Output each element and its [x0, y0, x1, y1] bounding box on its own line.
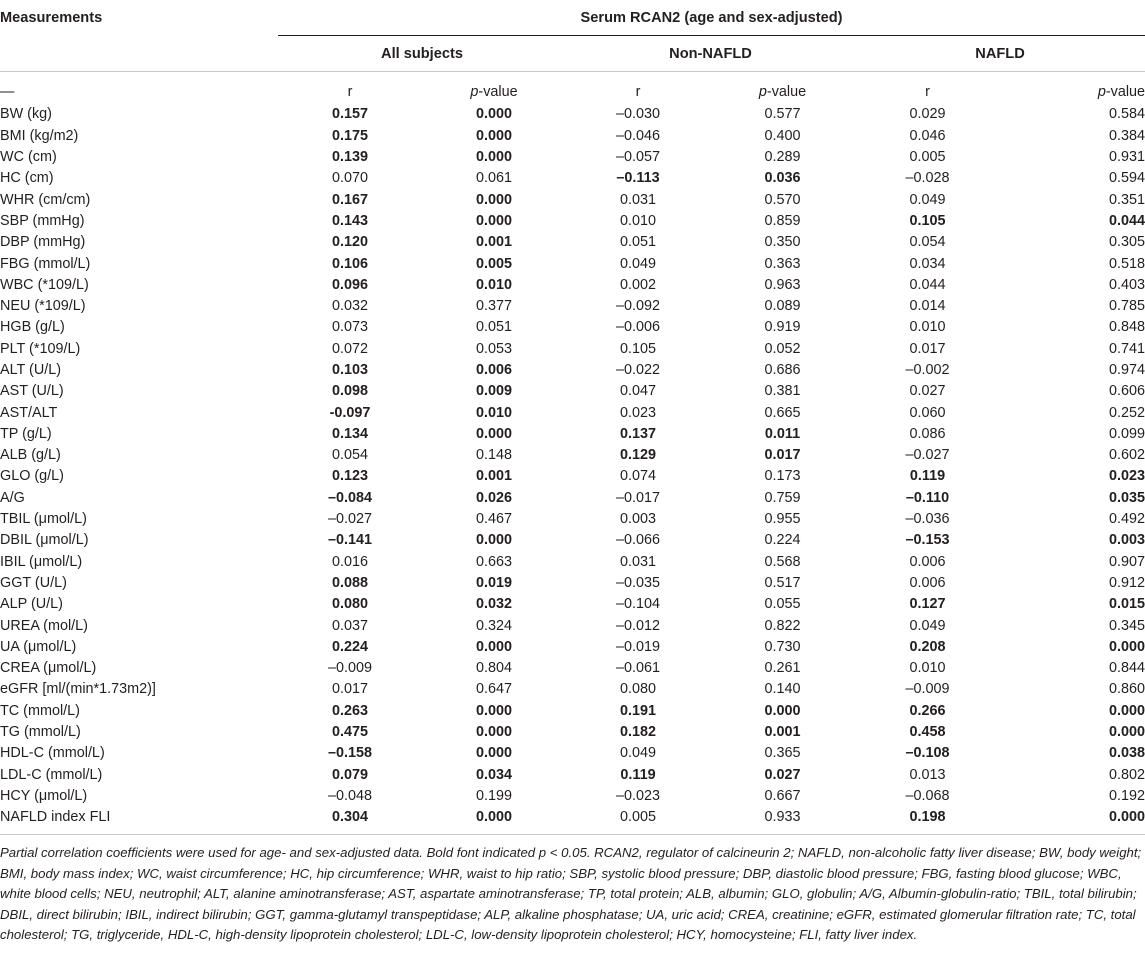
measurement-label: WC (cm): [0, 149, 57, 166]
r-value-cell: 0.157: [331, 106, 368, 123]
stat-label-row: [0, 72, 1145, 105]
r-value-cell: 0.086: [909, 425, 946, 442]
table-row: [0, 253, 1145, 274]
p-value-cell: 0.000: [475, 127, 512, 144]
r-value-cell: –0.006: [615, 319, 660, 336]
p-value-cell: 0.594: [1109, 170, 1145, 187]
p-value-cell: 0.802: [1109, 766, 1145, 783]
r-value-cell: –0.002: [905, 362, 950, 378]
p-value-cell: 0.034: [475, 766, 512, 783]
p-value-cell: 0.517: [764, 574, 801, 591]
p-value-cell: 0.000: [764, 702, 801, 719]
r-value-cell: 0.088: [331, 574, 368, 591]
p-value-cell: 0.804: [475, 660, 512, 677]
header-spacer: [0, 36, 278, 72]
r-value-cell: 0.175: [331, 127, 368, 144]
p-value-cell: 0.384: [1109, 127, 1145, 144]
r-value-cell: 0.070: [331, 170, 368, 187]
r-value-cell: 0.129: [619, 447, 656, 464]
r-value-cell: 0.013: [909, 766, 946, 783]
measurement-label: IBIL (μmol/L): [0, 553, 83, 570]
p-value-cell: 0.919: [764, 319, 801, 336]
r-value-cell: 0.119: [909, 468, 946, 485]
p-value-cell: 0.003: [1109, 532, 1145, 549]
r-value-cell: 0.475: [331, 724, 368, 741]
p-value-cell: 0.036: [764, 170, 801, 187]
p-value-cell: 0.000: [475, 702, 512, 719]
p-value-cell: 0.011: [764, 425, 801, 442]
measurements-header: Measurements: [0, 9, 103, 26]
dash-cell: —: [0, 83, 15, 100]
p-value-cell: 0.351: [1109, 191, 1145, 208]
p-value-cell: 0.044: [1109, 212, 1145, 229]
p-value-cell: 0.933: [710, 807, 855, 835]
p-value-label: p-value: [758, 83, 807, 100]
p-value-cell: 0.006: [475, 362, 512, 378]
r-value-cell: 0.017: [909, 340, 946, 357]
r-value-cell: 0.072: [331, 340, 368, 357]
r-value-cell: –0.084: [327, 489, 372, 506]
r-value-cell: 0.005: [909, 149, 946, 166]
r-value-cell: 0.120: [331, 234, 368, 251]
p-value-cell: 0.289: [764, 149, 801, 166]
table-row: [0, 573, 1145, 594]
p-value-cell: 0.955: [764, 511, 801, 528]
r-value-cell: –0.022: [615, 362, 660, 378]
subgroup-nafld: NAFLD: [855, 36, 1145, 72]
r-value-cell: 0.127: [909, 596, 946, 613]
r-label: r: [347, 83, 353, 100]
p-value-cell: 0.023: [1109, 468, 1145, 485]
r-value-cell: 0.208: [909, 638, 946, 655]
p-value-cell: 0.001: [475, 234, 512, 251]
r-value-cell: –0.153: [905, 532, 950, 549]
r-value-cell: 0.003: [619, 511, 656, 528]
table-row: [0, 360, 1145, 381]
r-value-cell: 0.051: [619, 234, 656, 251]
table-footnote: Partial correlation coefficients were used for age- and sex-adjusted data. Bold font indicated p < 0.05. RCAN2, regulator of calcineurin 2; NAFLD, non-alcoholic fatty liver disease; BW, body weight; BMI, body mass index; WC, waist circumference; HC, hip circumference; WHR, waist to hip ratio; SBP, systolic blood pressure; DBP, diastolic blood pressure; FBG, fasting blood glucose; WBC, white blood cells; NEU, neutrophil; ALT, alanine aminotransferase; AST, aspartate aminotransferase; TP, total protein; ALB, albumin; GLO, globulin; A/G, Albumin-globulin-ratio; TBIL, total bilirubin; DBIL, direct bilirubin; IBIL, indirect bilirubin; GGT, gamma-glutamyl transpeptidase; ALP, alkaline phosphatase; UA, uric acid; CREA, creatinine; eGFR, estimated glomerular filtration rate; TC, total cholesterol; TG, triglyceride, HDL-C, high-density lipoprotein cholesterol; LDL-C, low-density lipoprotein cholesterol; HCY, homocysteine; FLI, fatty liver index.: [0, 845, 1142, 943]
r-value-cell: 0.304: [278, 807, 422, 835]
p-value-cell: 0.017: [764, 447, 801, 464]
r-value-cell: –0.158: [327, 745, 372, 762]
p-value-cell: 0.859: [764, 212, 801, 229]
r-value-cell: 0.054: [331, 447, 368, 464]
p-value-cell: 0.000: [475, 425, 512, 442]
r-value-cell: 0.134: [331, 425, 368, 442]
measurement-label: HDL-C (mmol/L): [0, 745, 105, 762]
p-value-cell: 0.192: [1109, 787, 1145, 804]
table-row: [0, 764, 1145, 785]
table-row: [0, 381, 1145, 402]
r-value-cell: 0.143: [331, 212, 368, 229]
p-value-cell: 0.963: [764, 276, 801, 293]
r-value-cell: 0.080: [619, 681, 656, 698]
p-value-cell: 0.061: [475, 170, 512, 187]
r-value-cell: 0.031: [619, 191, 656, 208]
r-value-cell: –0.066: [615, 532, 660, 549]
p-value-cell: 0.844: [1109, 660, 1145, 677]
table-body: [0, 72, 1145, 835]
table-row: [0, 722, 1145, 743]
r-value-cell: –0.028: [905, 170, 950, 187]
measurement-label: LDL-C (mmol/L): [0, 766, 103, 783]
table-row: [0, 700, 1145, 721]
measurement-label: ALB (g/L): [0, 447, 61, 464]
table-row: [0, 104, 1145, 125]
p-value-cell: 0.000: [475, 212, 512, 229]
p-value-cell: 0.350: [764, 234, 801, 251]
table-row: [0, 274, 1145, 295]
r-value-cell: –0.009: [905, 681, 950, 698]
r-value-cell: 0.123: [331, 468, 368, 485]
table-row: [0, 679, 1145, 700]
p-value-cell: 0.647: [475, 681, 512, 698]
p-value-cell: 0.974: [1109, 362, 1145, 378]
p-value-cell: 0.001: [764, 724, 801, 741]
measurement-label: A/G: [0, 489, 25, 506]
r-value-cell: –0.048: [327, 787, 372, 804]
p-value-cell: 0.010: [475, 404, 512, 421]
r-value-cell: 0.074: [619, 468, 656, 485]
measurement-label: AST (U/L): [0, 383, 64, 400]
r-value-cell: 0.005: [566, 807, 710, 835]
p-value-cell: 0.602: [1109, 447, 1145, 464]
measurement-label: SBP (mmHg): [0, 212, 85, 229]
r-value-cell: –0.019: [615, 638, 660, 655]
table-row: [0, 338, 1145, 359]
table-row: [0, 636, 1145, 657]
p-value-cell: 0.015: [1109, 596, 1145, 613]
p-value-cell: 0.026: [475, 489, 512, 506]
measurement-label: NAFLD index FLI: [0, 807, 278, 835]
r-value-cell: 0.010: [909, 319, 946, 336]
p-value-cell: 0.665: [764, 404, 801, 421]
r-value-cell: 0.047: [619, 383, 656, 400]
p-value-cell: 0.518: [1109, 255, 1145, 272]
r-value-cell: –0.057: [615, 149, 660, 166]
table-row: [0, 615, 1145, 636]
p-value-cell: 0.759: [764, 489, 801, 506]
p-value-cell: 0.000: [475, 106, 512, 123]
p-value-cell: 0.000: [475, 191, 512, 208]
measurement-label: ALP (U/L): [0, 596, 63, 613]
r-label: r: [635, 83, 641, 100]
r-value-cell: –0.036: [905, 511, 950, 528]
p-value-cell: 0.009: [475, 383, 512, 400]
r-value-cell: 0.119: [620, 766, 656, 783]
r-value-cell: 0.167: [331, 191, 368, 208]
r-value-cell: –0.113: [616, 170, 660, 187]
r-value-cell: 0.014: [909, 298, 946, 315]
r-value-cell: –0.046: [615, 127, 660, 144]
table-row: [0, 786, 1145, 807]
p-value-cell: 0.052: [764, 340, 801, 357]
r-value-cell: –0.017: [615, 489, 660, 506]
table-row: [0, 807, 1145, 835]
p-value-cell: 0.252: [1109, 404, 1145, 421]
r-value-cell: 0.010: [909, 660, 946, 677]
p-value-cell: 0.173: [764, 468, 801, 485]
r-value-cell: 0.105: [909, 212, 946, 229]
p-value-label: p-value: [470, 83, 518, 100]
p-value-cell: 0.001: [475, 468, 512, 485]
p-value-cell: 0.000: [1109, 702, 1145, 719]
measurement-label: HCY (μmol/L): [0, 787, 88, 804]
p-value-cell: 0.224: [764, 532, 801, 549]
r-value-cell: –0.104: [615, 596, 660, 613]
p-value-cell: 0.785: [1109, 298, 1145, 315]
p-value-cell: 0.345: [1109, 617, 1145, 634]
p-value-cell: 0.577: [764, 106, 801, 123]
r-value-cell: 0.002: [619, 276, 656, 293]
r-value-cell: –0.035: [615, 574, 660, 591]
r-value-cell: 0.037: [331, 617, 368, 634]
table-row: [0, 551, 1145, 572]
p-value-cell: 0.089: [764, 298, 801, 315]
measurement-label: AST/ALT: [0, 404, 58, 421]
p-value-cell: 0.570: [764, 191, 801, 208]
r-value-cell: 0.458: [909, 724, 946, 741]
r-value-cell: 0.049: [619, 255, 656, 272]
table-row: [0, 445, 1145, 466]
p-value-cell: 0.027: [764, 766, 801, 783]
p-value-cell: 0.010: [475, 276, 512, 293]
subgroup-non-nafld: Non-NAFLD: [566, 36, 855, 72]
r-value-cell: 0.105: [619, 340, 656, 357]
r-value-cell: 0.266: [909, 702, 946, 719]
r-value-cell: 0.106: [331, 255, 368, 272]
p-value-cell: 0.140: [764, 681, 801, 698]
r-value-cell: 0.049: [619, 745, 656, 762]
r-value-cell: 0.263: [331, 702, 368, 719]
r-value-cell: –0.092: [615, 298, 660, 315]
p-value-cell: 0.000: [1109, 724, 1145, 741]
p-value-cell: 0.912: [1109, 574, 1145, 591]
p-value-cell: 0.381: [764, 383, 801, 400]
p-value-cell: 0.363: [764, 255, 801, 272]
p-value-cell: 0.822: [764, 617, 801, 634]
r-value-cell: 0.073: [331, 319, 368, 336]
r-value-cell: 0.032: [331, 298, 368, 315]
r-value-cell: –0.023: [615, 787, 660, 804]
r-value-cell: 0.034: [909, 255, 946, 272]
r-value-cell: 0.139: [331, 149, 368, 166]
r-value-cell: -0.097: [329, 404, 371, 421]
r-value-cell: –0.061: [615, 660, 660, 677]
r-value-cell: 0.010: [619, 212, 656, 229]
p-value-cell: 0.000: [475, 724, 512, 741]
r-value-cell: 0.027: [909, 383, 946, 400]
p-value-cell: 0.584: [1109, 106, 1145, 123]
r-value-cell: –0.068: [905, 787, 950, 804]
table-row: [0, 189, 1145, 210]
p-value-label: p-value: [1097, 83, 1145, 100]
p-value-cell: 0.000: [475, 638, 512, 655]
p-value-cell: 0.000: [1109, 638, 1145, 655]
table-row: [0, 232, 1145, 253]
r-value-cell: –0.027: [327, 511, 372, 528]
p-value-cell: 0.035: [1109, 489, 1145, 506]
r-value-cell: 0.046: [909, 127, 946, 144]
table-row: [0, 210, 1145, 231]
p-value-cell: 0.261: [764, 660, 801, 677]
r-value-cell: 0.006: [909, 574, 946, 591]
measurement-label: DBIL (μmol/L): [0, 532, 89, 549]
p-value-cell: 0.907: [1109, 553, 1145, 570]
p-value-cell: 0.038: [1109, 745, 1145, 762]
p-value-cell: 0.051: [475, 319, 512, 336]
r-label: r: [925, 83, 930, 100]
table-row: [0, 466, 1145, 487]
p-value-cell: 0.099: [1109, 425, 1145, 442]
r-value-cell: 0.017: [331, 681, 368, 698]
r-value-cell: 0.044: [909, 276, 946, 293]
r-value-cell: 0.006: [909, 553, 946, 570]
p-value-cell: 0.667: [764, 787, 801, 804]
r-value-cell: 0.060: [909, 404, 946, 421]
table-row: [0, 594, 1145, 615]
p-value-cell: 0.324: [475, 617, 512, 634]
group-title: Serum RCAN2 (age and sex-adjusted): [278, 0, 1145, 36]
measurement-label: ALT (U/L): [0, 362, 62, 378]
r-value-cell: 0.023: [619, 404, 656, 421]
r-value-cell: 0.224: [331, 638, 368, 655]
p-value-cell: 0.053: [475, 340, 512, 357]
r-value-cell: 0.182: [619, 724, 656, 741]
measurement-label: HC (cm): [0, 170, 54, 187]
r-value-cell: –0.110: [905, 489, 950, 506]
p-value-cell: 0.000: [475, 532, 512, 549]
measurement-label: TG (mmol/L): [0, 724, 81, 741]
r-value-cell: 0.096: [331, 276, 368, 293]
r-value-cell: 0.016: [331, 553, 368, 570]
p-value-cell: 0.568: [764, 553, 801, 570]
p-value-cell: 0.000: [475, 745, 512, 762]
r-value-cell: –0.108: [905, 745, 950, 762]
measurement-label: UA (μmol/L): [0, 638, 77, 655]
measurement-label: GLO (g/L): [0, 468, 64, 485]
r-value-cell: –0.027: [905, 447, 950, 464]
p-value-cell: 0.467: [475, 511, 512, 528]
p-value-cell: 0.492: [1109, 511, 1145, 528]
measurement-label: WBC (*109/L): [0, 276, 89, 293]
measurement-label: DBP (mmHg): [0, 234, 86, 251]
p-value-cell: 0.848: [1109, 319, 1145, 336]
measurement-label: BW (kg): [0, 106, 52, 123]
r-value-cell: –0.012: [615, 617, 660, 634]
r-value-cell: 0.031: [619, 553, 656, 570]
table-row: [0, 743, 1145, 764]
p-value-cell: 0.000: [422, 807, 566, 835]
p-value-cell: 0.019: [475, 574, 512, 591]
p-value-cell: 0.730: [764, 638, 801, 655]
p-value-cell: 0.741: [1109, 340, 1145, 357]
p-value-cell: 0.005: [475, 255, 512, 272]
r-value-cell: 0.191: [619, 702, 656, 719]
measurement-label: CREA (μmol/L): [0, 660, 97, 677]
table-row: [0, 125, 1145, 146]
p-value-cell: 0.931: [1109, 149, 1145, 166]
r-value-cell: 0.137: [619, 425, 656, 442]
table-row: [0, 147, 1145, 168]
measurement-label: PLT (*109/L): [0, 340, 81, 357]
table-row: [0, 402, 1145, 423]
p-value-cell: 0.055: [764, 596, 801, 613]
table-row: [0, 509, 1145, 530]
p-value-cell: 0.377: [475, 298, 512, 315]
r-value-cell: 0.079: [331, 766, 368, 783]
measurement-label: HGB (g/L): [0, 319, 65, 336]
table-header: [0, 0, 1145, 72]
r-value-cell: –0.009: [327, 660, 372, 677]
measurement-label: NEU (*109/L): [0, 298, 86, 315]
p-value-cell: 0.860: [1109, 681, 1145, 698]
r-value-cell: 0.049: [909, 617, 946, 634]
measurement-label: eGFR [ml/(min*1.73m2)]: [0, 681, 156, 698]
r-value-cell: –0.141: [327, 532, 372, 549]
table-row: [0, 530, 1145, 551]
table-row: [0, 296, 1145, 317]
measurement-label: TP (g/L): [0, 425, 52, 442]
subgroup-all-subjects: All subjects: [278, 36, 566, 72]
p-value-cell: 0.663: [475, 553, 512, 570]
table-row: [0, 317, 1145, 338]
r-value-cell: 0.098: [331, 383, 368, 400]
r-value-cell: 0.054: [909, 234, 946, 251]
r-value-cell: –0.030: [615, 106, 660, 123]
measurement-label: BMI (kg/m2): [0, 127, 79, 144]
p-value-cell: 0.400: [764, 127, 801, 144]
p-value-cell: 0.199: [475, 787, 512, 804]
table-row: [0, 168, 1145, 189]
p-value-cell: 0.148: [475, 447, 512, 464]
r-value-cell: 0.029: [909, 106, 946, 123]
measurement-label: TBIL (μmol/L): [0, 511, 87, 528]
p-value-cell: 0.000: [1000, 807, 1145, 835]
r-value-cell: 0.080: [331, 596, 368, 613]
p-value-cell: 0.000: [475, 149, 512, 166]
table-row: [0, 658, 1145, 679]
r-value-cell: 0.103: [331, 362, 368, 378]
measurement-label: UREA (mol/L): [0, 617, 88, 634]
p-value-cell: 0.032: [475, 596, 512, 613]
p-value-cell: 0.606: [1109, 383, 1145, 400]
p-value-cell: 0.305: [1109, 234, 1145, 251]
table-row: [0, 423, 1145, 444]
measurement-label: GGT (U/L): [0, 574, 67, 591]
r-value-cell: 0.198: [855, 807, 1000, 835]
p-value-cell: 0.686: [764, 362, 801, 378]
p-value-cell: 0.403: [1109, 276, 1145, 293]
r-value-cell: 0.049: [909, 191, 946, 208]
measurement-label: TC (mmol/L): [0, 702, 80, 719]
measurement-label: WHR (cm/cm): [0, 191, 91, 208]
table-row: [0, 487, 1145, 508]
p-value-cell: 0.365: [764, 745, 801, 762]
measurement-label: FBG (mmol/L): [0, 255, 91, 272]
